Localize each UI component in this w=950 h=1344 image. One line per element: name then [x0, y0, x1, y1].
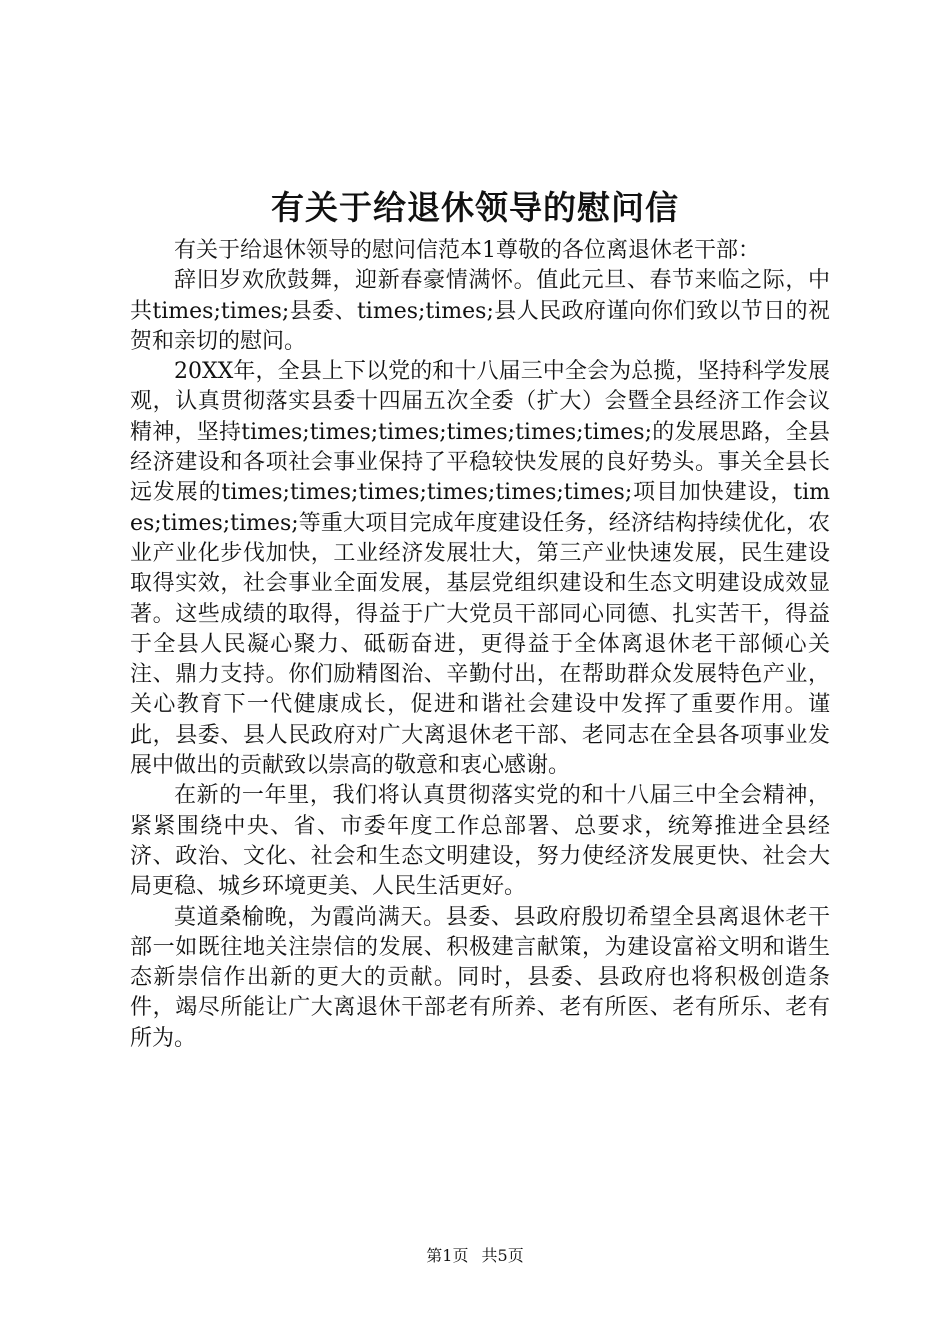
paragraph-achievements: 20XX年，全县上下以党的和十八届三中全会为总揽，坚持科学发展观，认真贯彻落实县委十四届五次全委（扩大）会暨全县经济工作会议精神，坚持times;times;times;times;times;times;的发展思路，全县经济建设和各项社会事业保持了平稳较快发展的良好势头。事关全县长远发展的times;times;times;times;times;times;项目加快建设，times;times;times;等重大项目完成年度建设任务，经济结构持续优化，农业产业化步伐加快，工业经济发展壮大，第三产业快速发展，民生建设取得实效，社会事业全面发展，基层党组织建设和生态文明建设成效显著。这些成绩的取得，得益于广大党员干部同心同德、扎实苦干，得益于全县人民凝心聚力、砥砺奋进，更得益于全体离退休老干部倾心关注、鼎力支持。你们励精图治、辛勤付出，在帮助群众发展特色产业，关心教育下一代健康成长，促进和谐社会建设中发挥了重要作用。谨此，县委、县人民政府对广大离退休老干部、老同志在全县各项事业发展中做出的贡献致以崇高的敬意和衷心感谢。	[130, 359, 830, 779]
letter-body	[130, 236, 830, 1054]
document-title: 有关于给退休领导的慰问信	[271, 188, 679, 227]
page-number: 第1页	[426, 1246, 469, 1265]
paragraph-new-year-wishes: 辞旧岁欢欣鼓舞，迎新春豪情满怀。值此元旦、春节来临之际，中共times;times;县委、times;times;县人民政府谨向你们致以节日的祝贺和亲切的慰问。	[130, 268, 830, 354]
paragraph-new-year-plans: 在新的一年里，我们将认真贯彻落实党的和十八届三中全会精神，紧紧围绕中央、省、市委年度工作总部署、总要求，统筹推进全县经济、政治、文化、社会和生态文明建设，努力使经济发展更快、社会大局更稳、城乡环境更美、人民生活更好。	[130, 783, 830, 900]
page-footer	[0, 1245, 950, 1267]
paragraph-closing-hopes: 莫道桑榆晚，为霞尚满天。县委、县政府殷切希望全县离退休老干部一如既往地关注崇信的发展、积极建言献策，为建设富裕文明和谐生态新崇信作出新的更大的贡献。同时，县委、县政府也将积极创造条件，竭尽所能让广大离退休干部老有所养、老有所医、老有所乐、老有所为。	[130, 904, 830, 1051]
page-total: 共5页	[481, 1246, 524, 1265]
paragraph-greeting: 有关于给退休领导的慰问信范本1尊敬的各位离退休老干部：	[174, 238, 760, 263]
